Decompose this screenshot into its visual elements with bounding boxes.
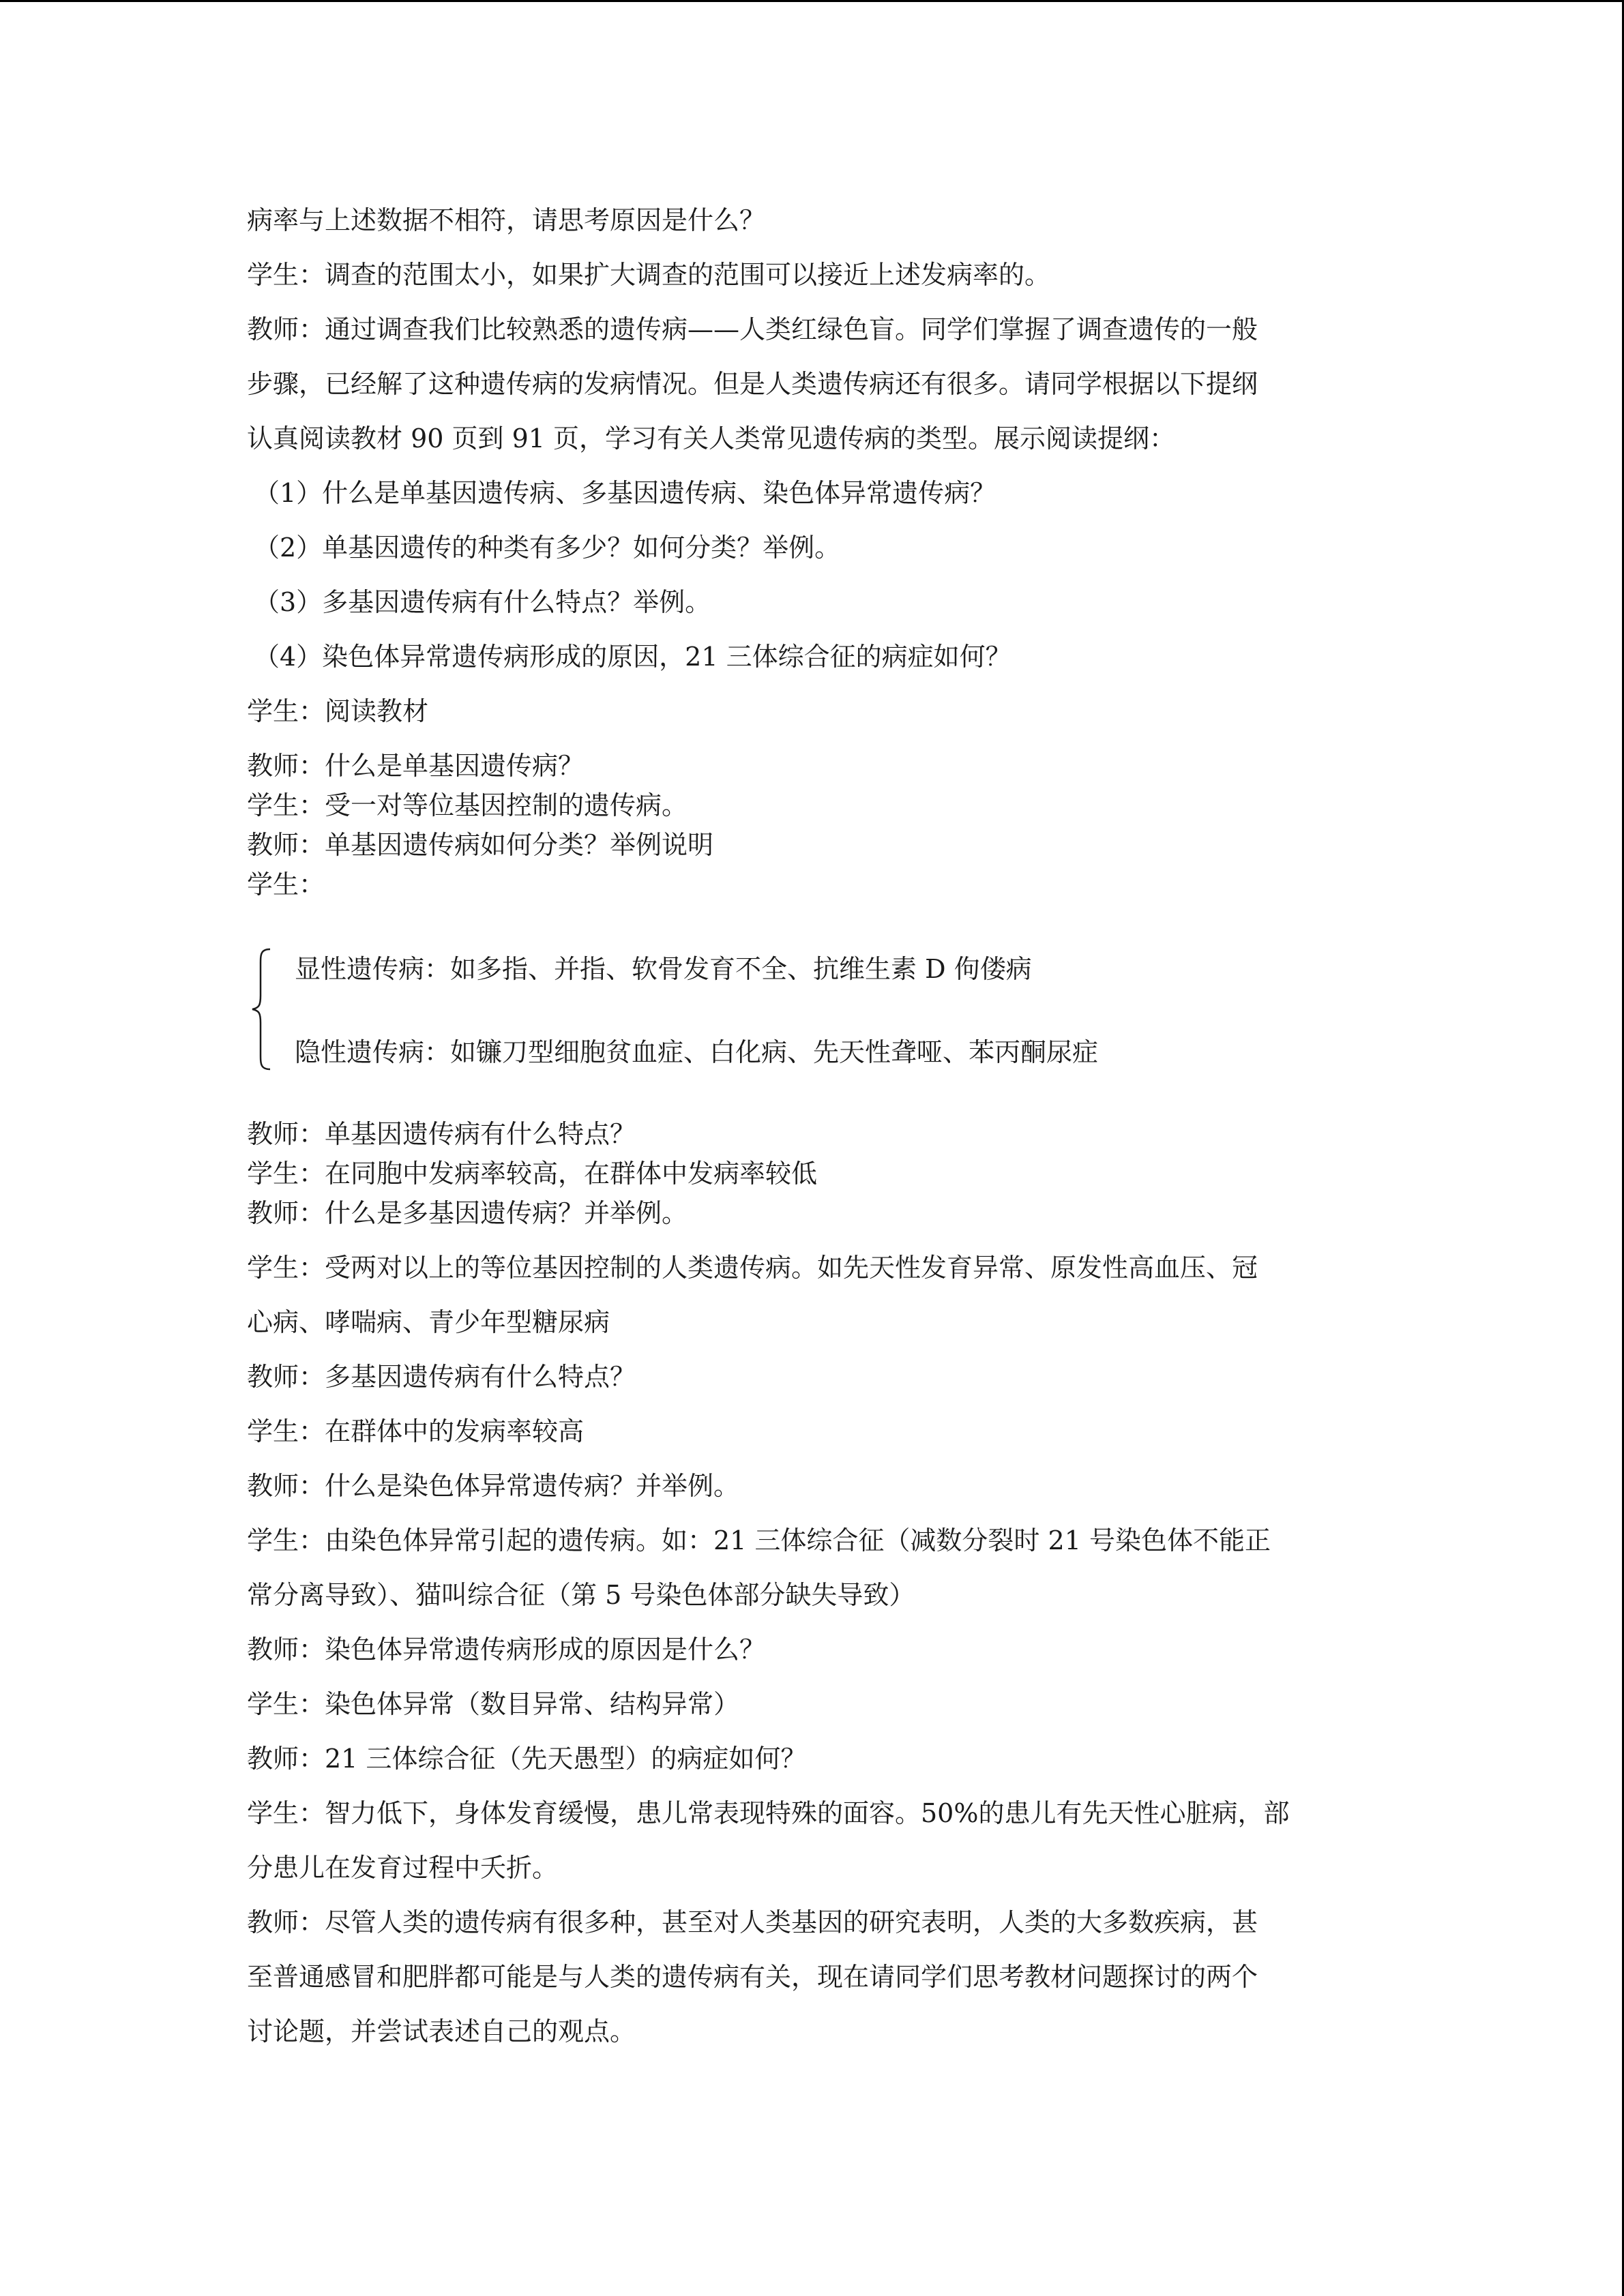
paragraph-line: 教师：单基因遗传病有什么特点？ bbox=[247, 1119, 636, 1149]
paragraph-line: 学生：受一对等位基因控制的遗传病。 bbox=[247, 790, 688, 820]
paragraph-line: 教师：21 三体综合征（先天愚型）的病症如何？ bbox=[247, 1744, 807, 1774]
paragraph-line: 学生：由染色体异常引起的遗传病。如：21 三体综合征（减数分裂时 21 号染色体不能正 bbox=[247, 1525, 1271, 1555]
paragraph-line: 学生：染色体异常（数目异常、结构异常） bbox=[247, 1689, 740, 1719]
paragraph-line: 教师：什么是多基因遗传病？并举例。 bbox=[247, 1198, 688, 1228]
classification-brace-group bbox=[247, 941, 1393, 1077]
paragraph-line: 步骤，已经解了这种遗传病的发病情况。但是人类遗传病还有很多。请同学根据以下提纲 bbox=[247, 369, 1258, 399]
paragraph-line: 教师：什么是单基因遗传病？ bbox=[247, 751, 585, 781]
paragraph-line: 常分离导致）、猫叫综合征（第 5 号染色体部分缺失导致） bbox=[247, 1580, 915, 1610]
paragraph-line: 学生：智力低下，身体发育缓慢，患儿常表现特殊的面容。50%的患儿有先天性心脏病，部 bbox=[247, 1798, 1290, 1828]
document-page bbox=[247, 205, 1393, 2047]
paragraph-line: 学生： bbox=[247, 869, 325, 899]
curly-brace-icon bbox=[251, 948, 271, 1071]
outline-item: （4）染色体异常遗传病形成的原因，21 三体综合征的病症如何？ bbox=[254, 642, 1012, 672]
paragraph-line: 学生：在群体中的发病率较高 bbox=[247, 1416, 585, 1446]
paragraph-line: 分患儿在发育过程中夭折。 bbox=[247, 1853, 559, 1883]
paragraph-line: 学生：受两对以上的等位基因控制的人类遗传病。如先天性发育异常、原发性高血压、冠 bbox=[247, 1253, 1258, 1283]
paragraph-line: 讨论题，并尝试表述自己的观点。 bbox=[247, 2016, 636, 2046]
outline-item: （3）多基因遗传病有什么特点？举例。 bbox=[254, 587, 711, 617]
paragraph-line: 学生：调查的范围太小，如果扩大调查的范围可以接近上述发病率的。 bbox=[247, 260, 1051, 290]
paragraph-line: 心病、哮喘病、青少年型糖尿病 bbox=[247, 1307, 610, 1337]
paragraph-line: 病率与上述数据不相符，请思考原因是什么？ bbox=[247, 205, 766, 235]
paragraph-line: 教师：染色体异常遗传病形成的原因是什么？ bbox=[247, 1635, 766, 1665]
paragraph-line: 教师：通过调查我们比较熟悉的遗传病——人类红绿色盲。同学们掌握了调查遗传的一般 bbox=[247, 314, 1258, 344]
paragraph-line: 学生：在同胞中发病率较高，在群体中发病率较低 bbox=[247, 1159, 818, 1189]
paragraph-line: 教师：单基因遗传病如何分类？举例说明 bbox=[247, 830, 714, 860]
paragraph-line: 教师：尽管人类的遗传病有很多种，甚至对人类基因的研究表明，人类的大多数疾病，甚 bbox=[247, 1907, 1258, 1937]
paragraph-line: 学生：阅读教材 bbox=[247, 696, 429, 726]
recessive-disease-line: 隐性遗传病：如镰刀型细胞贫血症、白化病、先天性聋哑、苯丙酮尿症 bbox=[295, 1037, 1099, 1067]
top-border bbox=[0, 0, 1624, 2]
outline-item: （1）什么是单基因遗传病、多基因遗传病、染色体异常遗传病？ bbox=[254, 478, 996, 508]
outline-item: （2）单基因遗传的种类有多少？如何分类？举例。 bbox=[254, 533, 841, 563]
paragraph-line: 认真阅读教材 90 页到 91 页，学习有关人类常见遗传病的类型。展示阅读提纲： bbox=[247, 423, 1176, 453]
paragraph-line: 至普通感冒和肥胖都可能是与人类的遗传病有关，现在请同学们思考教材问题探讨的两个 bbox=[247, 1962, 1258, 1992]
paragraph-line: 教师：多基因遗传病有什么特点？ bbox=[247, 1362, 636, 1392]
paragraph-line: 教师：什么是染色体异常遗传病？并举例。 bbox=[247, 1471, 740, 1501]
dominant-disease-line: 显性遗传病：如多指、并指、软骨发育不全、抗维生素 D 佝偻病 bbox=[295, 954, 1032, 984]
